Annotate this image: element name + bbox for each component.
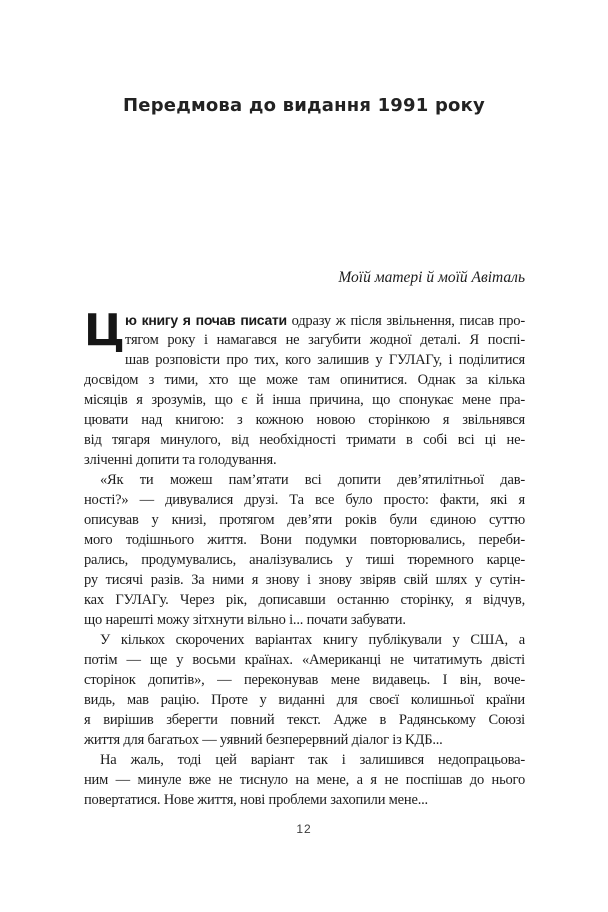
text-line: від тягаря минулого, від необхідності тримати в собі всі ці не-: [84, 432, 525, 448]
text-line: потім — ще у восьми країнах. «Американці не читатимуть двісті: [84, 652, 525, 668]
text-line: ках ГУЛАГу. Через рік, дописавши останню сторінку, я відчув,: [84, 592, 525, 608]
text-line: я вирішив зберегти повний текст. Адже в Радянському Союзі: [84, 712, 525, 728]
text-line: ю книгу я почав писати одразу ж після звільнення, писав про-: [125, 312, 525, 329]
paragraph: [84, 750, 525, 810]
text-line: У кількох скорочених варіантах книгу публікували у США, а: [100, 632, 525, 648]
text-line: повертатися. Нове життя, нові проблеми захопили мене...: [84, 792, 428, 808]
text-line: місяців я зрозумів, що є й інша причина, що спонукає мене пра-: [84, 392, 525, 408]
page-number: 12: [296, 822, 312, 836]
text-line: описував у книзі, протягом дев’яти років були єдиною суттю: [84, 512, 525, 528]
body-text: [84, 305, 525, 810]
text-line: тягом року і намагався не загубити жодної деталі. Я поспі-: [125, 332, 525, 348]
text-line: цювати над книгою: з кожною новою сторінкою я звільнявся: [84, 412, 525, 428]
text-line: видь, мав рацію. Проте у виданні для своєї колишньої країни: [84, 692, 525, 708]
text-line: ру тисячі разів. За ними я знову і знову звіряв свій шлях у сутін-: [84, 572, 525, 588]
paragraph: [84, 470, 525, 630]
text-line: ності?» — дивувалися друзі. Та все було просто: факти, які я: [84, 492, 525, 508]
dedication-text: Моїй матері й моїй Авіталь: [338, 269, 525, 286]
text-line: ним — минуле вже не тиснуло на мене, а я не поспішав до нього: [84, 772, 525, 788]
text-line: «Як ти можеш пам’ятати всі допити дев’ятилітньої дав-: [100, 472, 525, 488]
bold-lead: ю книгу я почав писати: [125, 312, 287, 328]
text-line: життя для багатьох — уявний безперервний діалог із КДБ...: [84, 732, 443, 748]
drop-cap: Ц: [84, 305, 125, 356]
text-line: досвідом з тими, хто ще може там опинитися. Однак за кілька: [84, 372, 525, 388]
paragraph: [84, 305, 525, 470]
text-line: На жаль, тоді цей варіант так і залишився недопрацьова-: [100, 752, 525, 768]
text-line: зліченні допити та голодування.: [84, 452, 277, 468]
page-title: Передмова до видання 1991 року: [123, 95, 485, 116]
text-line: рались, продумувались, аналізувались у тиші тюремного карце-: [84, 552, 525, 568]
text-line: що нарешті можу зітхнути вільно і... почати забувати.: [84, 612, 406, 628]
text-line: шав розповісти про тих, кого залишив у ГУЛАГу, і поділитися: [125, 352, 525, 368]
text-line: мого тодішнього життя. Вони подумки повторювались, переби-: [84, 532, 525, 548]
text-line: сторінок допитів», — переконував мене видавець. І він, воче-: [84, 672, 525, 688]
paragraph: [84, 630, 525, 750]
